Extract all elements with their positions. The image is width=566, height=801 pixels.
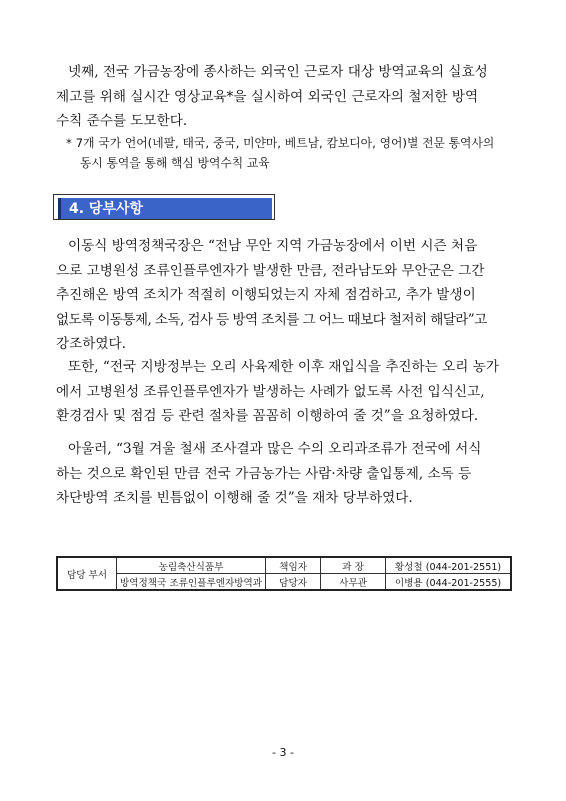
text-line: 에서 고병원성 조류인플루엔자가 발생하는 사례가 없도록 사전 입식신고,	[56, 383, 485, 400]
contact-table	[56, 556, 512, 591]
text-line: 추진해온 방역 조치가 적절히 이행되었는지 자체 점검하고, 추가 발생이	[56, 287, 476, 303]
role-cell: 담당자	[266, 574, 321, 591]
text-line: 또한, “전국 지방정부는 오리 사육제한 이후 재입식을 추진하는 오리 농가	[68, 359, 499, 375]
dept-cell: 농림축산식품부	[117, 557, 266, 574]
dept-label-cell: 담당 부서	[57, 557, 117, 590]
contact-cell: 황성철 (044-201-2551)	[386, 557, 511, 574]
text-line: 넷째, 전국 가금농장에 종사하는 외국인 근로자 대상 방역교육의 실효성	[68, 64, 488, 80]
text-line: 제고를 위해 실시간 영상교육*을 실시하여 외국인 근로자의 철저한 방역	[56, 88, 479, 105]
paragraph-local-government-request	[56, 355, 516, 429]
text-line: 환경검사 및 점검 등 관련 절차를 꼼꼼히 이행하여 줄 것”을 요청하였다.	[56, 408, 479, 424]
text-line: 하는 것으로 확인된 만큼 전국 가금농가는 사람·차량 출입통제, 소독 등	[56, 465, 472, 482]
text-line: 이동식 방역정책국장은 “전남 무안 지역 가금농장에서 이번 시즌 처음	[68, 238, 478, 254]
footnote-line: 동시 통역을 통해 핵심 방역수칙 교육	[80, 156, 270, 170]
paragraph-farm-request	[56, 437, 516, 511]
footnote-line: * 7개 국가 언어(네팔, 태국, 중국, 미얀마, 베트남, 캄보디아, 영어)별 전문 통역사의	[66, 136, 495, 150]
text-line: 수칙 준수를 도모한다.	[56, 113, 188, 129]
dept-cell: 방역정책국 조류인플루엔자방역과	[117, 574, 266, 591]
paragraph-director-statement	[56, 234, 516, 357]
section-heading-bar	[58, 198, 272, 219]
title-cell: 사무관	[321, 574, 386, 591]
table-row	[57, 557, 511, 574]
text-line: 차단방역 조치를 빈틈없이 이행해 줄 것”을 재차 당부하였다.	[56, 490, 413, 506]
text-line: 으로 고병원성 조류인플루엔자가 발생한 만큼, 전라남도와 무안군은 그간	[56, 262, 485, 279]
footnote	[66, 133, 526, 173]
paragraph-fourth-measure	[56, 60, 516, 134]
table-row	[57, 574, 511, 591]
text-line: 강조하였다.	[56, 336, 126, 352]
text-line: 아울러, “3월 겨울 철새 조사결과 많은 수의 오리과조류가 전국에 서식	[68, 441, 482, 457]
text-line: 없도록 이동통제, 소독, 검사 등 방역 조치를 그 어느 때보다 철저히 해달라”고	[56, 311, 487, 328]
role-cell: 책임자	[266, 557, 321, 574]
section-heading	[53, 194, 275, 220]
section-heading-text: 4. 당부사항	[69, 201, 144, 217]
contact-cell: 이병용 (044-201-2555)	[386, 574, 511, 591]
title-cell: 과 장	[321, 557, 386, 574]
page-number: - 3 -	[272, 746, 294, 759]
